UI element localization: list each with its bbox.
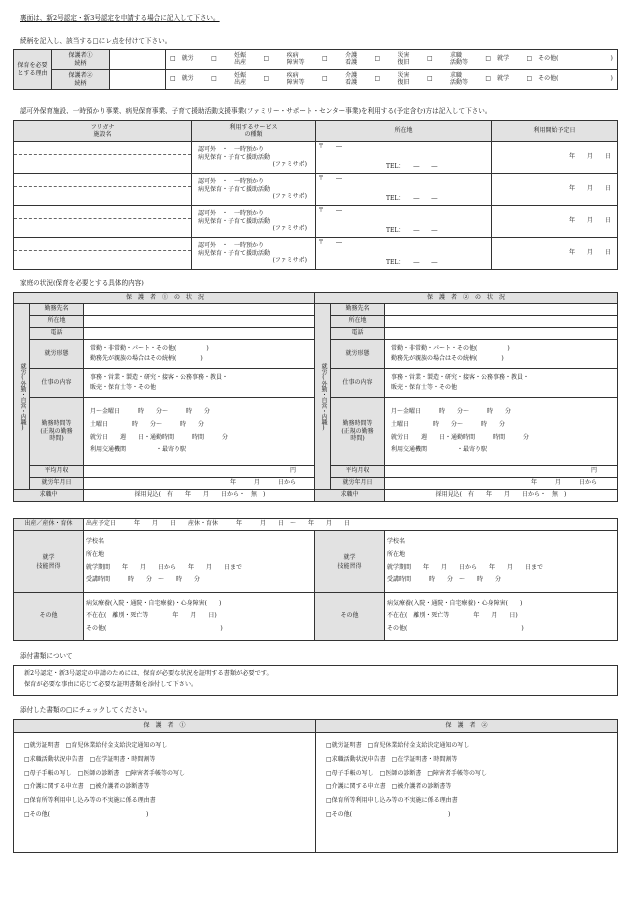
guardian2-status-table	[314, 292, 618, 502]
reason2-pregnancy-a: 妊娠	[234, 71, 247, 79]
family-title: 家庭の状況(保育を必要とする具体的内容)	[20, 279, 144, 287]
postal-label: 〒 ―	[318, 239, 343, 246]
reason1-disaster-b: 復旧	[397, 58, 410, 66]
reason1-jobseek-a: 求職	[450, 51, 463, 59]
reason1-pregnancy	[234, 53, 246, 66]
reason2-study[interactable]: □ 就学	[485, 75, 510, 83]
check-item-care-statement[interactable]: □介護に関する申立書 □被介護者の診断書等	[24, 783, 150, 791]
facility-furigana-input[interactable]	[14, 206, 191, 219]
seeking-input[interactable]: 採用見込( 有 年 月 日から・ 無 )	[385, 490, 618, 502]
study-input-g1[interactable]	[84, 531, 315, 593]
facility-instruction: 認可外保育施設、一時預かり事業、病児保育事業、子育て援助活動支援事業(ファミリー・サポート・センター事業)を利用する(予定含む)方は記入して下さい。	[20, 107, 492, 115]
reason1-care-check[interactable]: □	[322, 55, 328, 63]
facility-address-input[interactable]	[316, 206, 492, 238]
other-line-1: 病気療養(入院・通院・自宅療養)・心身障害( )	[387, 599, 523, 607]
location-input[interactable]	[385, 316, 618, 328]
location-label: 所在地	[30, 316, 84, 328]
service-option-a[interactable]: 認可外 ・ 一時預かり	[198, 177, 265, 185]
reason1-illness-a: 疾病	[286, 51, 299, 59]
work-form-options[interactable]	[385, 340, 618, 369]
seeking-label: 求職中	[315, 490, 385, 502]
reason2-illness-a: 疾病	[286, 71, 299, 79]
service-option-c[interactable]: (ファミサポ)	[272, 161, 307, 169]
reason-label: 保育を必要とする理由	[14, 50, 52, 90]
reason2-employment[interactable]: □ 就労	[170, 75, 194, 83]
facility-service-options[interactable]	[192, 238, 316, 270]
attach-line-2: 保育が必要な事由に応じて必要な証明書類を添付して下さい。	[24, 680, 198, 688]
check-item-jobseek-report[interactable]: □求職活動状況申告書 □在学証明書・時間割等	[24, 755, 156, 763]
reason2-care-check[interactable]: □	[322, 75, 328, 83]
study-line-1: 学校名	[387, 538, 406, 546]
study-label-2: 技能習得	[337, 562, 362, 570]
service-option-c[interactable]: (ファミサポ)	[272, 225, 307, 233]
facility-name-input[interactable]	[14, 251, 191, 269]
check-item-employment-cert[interactable]: □就労証明書 □育児休業給付金支給決定通知の写し	[24, 742, 168, 749]
work-hours-label-2: (正規の勤務	[40, 427, 73, 435]
service-option-b[interactable]: 病児保育・子育て援助活動	[198, 185, 271, 193]
reason2-care-b: 看護	[345, 78, 358, 86]
check-item-maternity-book[interactable]: □母子手帳の写し □医師の診断書 □障害者手帳等の写し	[326, 769, 488, 777]
reason2-pregnancy-b: 出産	[234, 78, 247, 86]
document-checklist-table	[13, 719, 618, 853]
guardian1-rel-input[interactable]	[110, 50, 166, 70]
reason2-disaster-b: 復旧	[397, 78, 410, 86]
hours-line-1: 月～金曜日 時 分～ 時 分	[90, 408, 211, 416]
work-hours-input[interactable]	[84, 398, 317, 466]
postal-label: 〒 ―	[318, 175, 343, 182]
reason-instruction: 続柄を記入し、該当する□にレ点を付けて下さい。	[20, 37, 172, 45]
reason1-disaster-check[interactable]: □	[374, 55, 381, 63]
location-input[interactable]	[84, 316, 317, 328]
reason1-jobseek-b: 活動等	[450, 58, 469, 66]
work-form-options[interactable]	[84, 340, 317, 369]
reason1-illness-b: 障害等	[286, 58, 305, 66]
study-line-4: 受講時間 時 分 ～ 時 分	[387, 576, 502, 584]
work-form-line-1[interactable]: 常勤・非常勤・パート・その他( )	[391, 345, 510, 353]
service-option-a[interactable]: 認可外 ・ 一時預かり	[198, 241, 265, 249]
work-hours-label-2: (正規の勤務	[341, 427, 374, 435]
phone-label: 電話	[331, 328, 385, 340]
reason-table	[13, 49, 618, 90]
reason1-other-close: )	[610, 55, 613, 63]
reason-row-2[interactable]	[166, 73, 617, 86]
service-option-a[interactable]: 認可外 ・ 一時預かり	[198, 209, 265, 217]
phone-input[interactable]	[84, 328, 317, 340]
facility-service-options[interactable]	[192, 142, 316, 174]
service-option-b[interactable]: 病児保育・子育て援助活動	[198, 153, 271, 161]
employer-label: 勤務先名	[331, 304, 385, 316]
work-form-line-2[interactable]: 勤務先が親族の場合はその続柄( )	[391, 355, 504, 362]
work-vertical-label: 就労(外勤・自営・内職)	[18, 362, 26, 431]
facility-table	[13, 120, 618, 270]
facility-name-header: 施設名	[93, 131, 112, 138]
study-label	[14, 531, 84, 593]
check-list-g1	[14, 733, 316, 853]
reason2-jobseek	[450, 73, 468, 86]
seeking-input[interactable]: 採用見込( 有 年 月 日から・ 無 )	[84, 490, 317, 502]
check-item-reason-doc[interactable]: □保育所等利用申し込み等の不実施に係る理由書	[24, 797, 156, 805]
facility-start-input[interactable]: 年 月 日	[492, 174, 618, 206]
reason1-illness-check[interactable]: □	[263, 55, 270, 63]
check-item-care-statement[interactable]: □介護に関する申立書 □被介護者の診断書等	[326, 783, 452, 791]
guardian2-status-header: 保 護 者 ② の 状 況	[315, 293, 618, 304]
reason1-jobseek-check[interactable]: □	[426, 55, 433, 63]
income-label: 平均月収	[30, 466, 84, 478]
job-content-options[interactable]	[385, 369, 618, 398]
facility-furigana-input[interactable]	[14, 142, 191, 155]
header-note: 裏面は、新2号認定・新3号認定を申請する場合に記入して下さい。	[20, 14, 220, 22]
facility-name-input[interactable]	[14, 187, 191, 205]
phone-input[interactable]	[385, 328, 618, 340]
job-line-1[interactable]: 事務・営業・製造・研究・接客・公務事務・教員・	[391, 374, 530, 382]
facility-furigana-input[interactable]	[14, 174, 191, 187]
work-hours-label	[30, 398, 84, 466]
other-line-3: その他( )	[86, 624, 223, 632]
facility-service-header-1: 利用するサービス	[229, 123, 278, 131]
tel-label: TEL： ― ―	[386, 259, 438, 267]
work-vertical-label: 就労(外勤・自営・内職)	[319, 362, 327, 431]
guardian2-label: 保護者②	[68, 72, 93, 80]
reason1-other[interactable]	[526, 56, 612, 63]
study-label-2: 技能習得	[36, 562, 61, 570]
study-line-4: 受講時間 時 分 ～ 時 分	[86, 576, 201, 584]
guardian1-rel-label: 続柄	[74, 59, 87, 67]
other-label: その他	[315, 593, 385, 641]
service-option-b[interactable]: 病児保育・子育て援助活動	[198, 217, 271, 225]
reason2-other-open: □ その他(	[526, 75, 559, 83]
study-line-2: 所在地	[86, 550, 105, 558]
reason1-care	[345, 53, 357, 66]
leave-study-other-table	[13, 518, 618, 641]
income-label: 平均月収	[331, 466, 385, 478]
employer-label: 勤務先名	[30, 304, 84, 316]
service-option-c[interactable]: (ファミサポ)	[272, 193, 307, 201]
work-start-label: 就労年月日	[331, 478, 385, 490]
study-line-3: 就学期間 年 月 日から 年 月 日まで	[86, 563, 243, 571]
reason2-illness-check[interactable]: □	[263, 75, 270, 83]
work-form-label: 就労形態	[30, 340, 84, 369]
work-hours-label-1: 勤務時間等	[41, 419, 72, 427]
work-hours-label-3: 時間)	[49, 435, 64, 443]
study-label-1: 就学	[343, 553, 356, 561]
facility-start-input[interactable]: 年 月 日	[492, 142, 618, 174]
reason1-care-b: 看護	[345, 58, 358, 66]
check-item-jobseek-report[interactable]: □求職活動状況申告書 □在学証明書・時間割等	[326, 755, 458, 763]
tel-label: TEL： ― ―	[386, 195, 438, 203]
employer-input[interactable]	[84, 304, 317, 316]
check-item-maternity-book[interactable]: □母子手帳の写し □医師の診断書 □障害者手帳等の写し	[24, 769, 186, 777]
reason1-care-a: 介護	[345, 51, 358, 59]
reason1-jobseek	[450, 53, 468, 66]
check-item-other[interactable]: □その他( )	[326, 810, 451, 818]
income-input[interactable]: 円	[385, 466, 618, 478]
reason1-pregnancy-b: 出産	[234, 58, 247, 66]
postal-label: 〒 ―	[318, 143, 343, 150]
income-input[interactable]: 円	[84, 466, 317, 478]
other-label: その他	[14, 593, 84, 641]
job-line-1[interactable]: 事務・営業・製造・研究・接客・公務事務・教員・	[90, 374, 229, 382]
check-item-reason-doc[interactable]: □保育所等利用申し込み等の不実施に係る理由書	[326, 797, 458, 805]
hours-line-4: 利用交通機関 ・最寄り駅	[391, 446, 488, 454]
study-line-3: 就学期間 年 月 日から 年 月 日まで	[387, 563, 544, 571]
work-start-input[interactable]: 年 月 日から	[385, 478, 618, 490]
work-hours-label-3: 時間)	[350, 435, 365, 443]
reason2-disaster-check[interactable]: □	[374, 75, 381, 83]
facility-address-input[interactable]	[316, 142, 492, 174]
facility-service-options[interactable]	[192, 206, 316, 238]
facility-name-input[interactable]	[14, 155, 191, 173]
check-item-other[interactable]: □その他( )	[24, 810, 149, 818]
hours-line-4: 利用交通機関 ・最寄り駅	[90, 446, 187, 454]
check-g1-header: 保 護 者 ①	[14, 720, 316, 733]
study-input-g2[interactable]	[385, 531, 618, 593]
attach-notice-box	[13, 665, 618, 696]
reason2-other-close: )	[610, 75, 613, 83]
other-line-3: その他( )	[387, 624, 524, 632]
employer-input[interactable]	[385, 304, 618, 316]
reason2-other[interactable]	[526, 76, 612, 83]
attach-title: 添付書類について	[20, 652, 73, 660]
facility-service-header-2: の種類	[244, 131, 263, 138]
check-item-employment-cert[interactable]: □就労証明書 □育児休業給付金支給決定通知の写し	[326, 742, 470, 749]
work-form-line-1[interactable]: 常勤・非常勤・パート・その他( )	[90, 345, 209, 353]
facility-start-input[interactable]: 年 月 日	[492, 238, 618, 270]
reason-row-1[interactable]	[166, 53, 617, 66]
facility-address-input[interactable]	[316, 238, 492, 270]
guardian1-label: 保護者①	[68, 52, 93, 60]
facility-start-header: 利用開始予定日	[492, 121, 618, 142]
work-hours-input[interactable]	[385, 398, 618, 466]
service-option-b[interactable]: 病児保育・子育て援助活動	[198, 249, 271, 257]
check-g2-header: 保 護 者 ②	[316, 720, 618, 733]
reason2-pregnancy-check[interactable]: □	[211, 75, 217, 83]
check-title: 添付した書類の□にチェックしてください。	[20, 706, 152, 714]
tel-label: TEL： ― ―	[386, 227, 438, 235]
reason1-other-open: □ その他(	[526, 55, 559, 63]
reason1-disaster	[398, 53, 410, 66]
location-label: 所在地	[331, 316, 385, 328]
job-content-label: 仕事の内容	[331, 369, 385, 398]
facility-service-options[interactable]	[192, 174, 316, 206]
reason2-care-a: 介護	[345, 71, 358, 79]
service-option-c[interactable]: (ファミサポ)	[272, 257, 307, 265]
other-line-1: 病気療養(入院・通院・自宅療養)・心身障害( )	[86, 599, 222, 607]
reason2-disaster	[398, 73, 410, 86]
study-label	[315, 531, 385, 593]
facility-furigana-input[interactable]	[14, 238, 191, 251]
hours-line-3: 就労日 週 日・通勤時間 時間 分	[391, 433, 530, 441]
reason2-pregnancy	[234, 73, 246, 86]
work-form-line-2[interactable]: 勤務先が親族の場合はその続柄( )	[90, 355, 203, 362]
leave-label: 出産／産休・育休	[14, 519, 84, 531]
facility-address-header: 所在地	[316, 121, 492, 142]
postal-label: 〒 ―	[318, 207, 343, 214]
guardian2-rel-input[interactable]	[110, 70, 166, 90]
work-start-input[interactable]: 年 月 日から	[84, 478, 317, 490]
facility-name-input[interactable]	[14, 219, 191, 237]
reason2-jobseek-check[interactable]: □	[426, 75, 433, 83]
reason1-employment[interactable]: □ 就労	[170, 55, 194, 63]
other-line-2: 不在在( 離別・死亡等 年 月 日)	[387, 612, 518, 620]
other-line-2: 不在在( 離別・死亡等 年 月 日)	[86, 612, 217, 620]
hours-line-2: 土曜日 時 分～ 時 分	[391, 420, 506, 428]
guardian1-status-header: 保 護 者 ① の 状 況	[14, 293, 317, 304]
hours-line-2: 土曜日 時 分～ 時 分	[90, 420, 205, 428]
facility-start-input[interactable]: 年 月 日	[492, 206, 618, 238]
work-start-label: 就労年月日	[30, 478, 84, 490]
reason1-pregnancy-check[interactable]: □	[211, 55, 217, 63]
reason2-illness-b: 障害等	[286, 78, 305, 86]
job-content-label: 仕事の内容	[30, 369, 84, 398]
work-hours-label-1: 勤務時間等	[342, 419, 373, 427]
reason1-study[interactable]: □ 就学	[485, 55, 510, 63]
study-line-1: 学校名	[86, 538, 105, 546]
job-line-2[interactable]: 販売・保育士等・その他	[90, 384, 157, 391]
job-line-2[interactable]: 販売・保育士等・その他	[391, 384, 458, 391]
reason2-care	[345, 73, 357, 86]
study-label-1: 就学	[42, 553, 55, 561]
guardian2-rel-label: 続柄	[74, 79, 87, 87]
study-line-2: 所在地	[387, 550, 406, 558]
leave-input[interactable]: 出産予定日 年 月 日 産休・育休 年 月 日 ～ 年 月 日	[84, 519, 618, 531]
reason1-disaster-a: 災害	[397, 51, 410, 59]
tel-label: TEL： ― ―	[386, 163, 438, 171]
seeking-label: 求職中	[14, 490, 84, 502]
other-input-g2[interactable]	[385, 593, 618, 641]
attach-line-1: 新2号認定・新3号認定の申請のためには、保育が必要な状況を証明する書類が必要です。	[24, 670, 273, 677]
hours-line-1: 月～金曜日 時 分～ 時 分	[391, 408, 512, 416]
work-form-label: 就労形態	[331, 340, 385, 369]
reason2-jobseek-b: 活動等	[450, 78, 469, 86]
job-content-options[interactable]	[84, 369, 317, 398]
hours-line-3: 就労日 週 日・通勤時間 時間 分	[90, 433, 229, 441]
facility-furigana-header: フリガナ	[90, 123, 115, 131]
facility-address-input[interactable]	[316, 174, 492, 206]
reason2-illness	[287, 73, 305, 86]
guardian1-status-table	[13, 292, 317, 502]
reason2-disaster-a: 災害	[397, 71, 410, 79]
reason1-illness	[287, 53, 305, 66]
reason1-pregnancy-a: 妊娠	[234, 51, 247, 59]
phone-label: 電話	[30, 328, 84, 340]
reason2-jobseek-a: 求職	[450, 71, 463, 79]
service-option-a[interactable]: 認可外 ・ 一時預かり	[198, 145, 265, 153]
work-hours-label	[331, 398, 385, 466]
other-input-g1[interactable]	[84, 593, 315, 641]
check-list-g2	[316, 733, 618, 853]
